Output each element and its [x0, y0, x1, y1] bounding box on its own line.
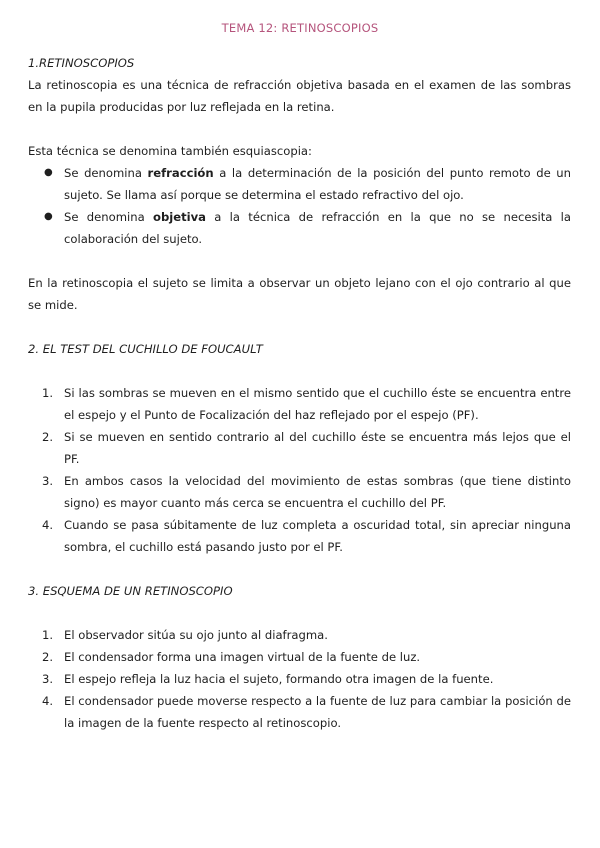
item-text: El observador sitúa su ojo junto al diafragma. — [64, 628, 328, 642]
numbered-item — [28, 382, 571, 426]
document-body — [28, 52, 571, 734]
bullet-text-pre: Se denomina — [64, 166, 148, 180]
bullet-dot: ● — [44, 167, 53, 178]
item-text: En ambos casos la velocidad del movimiento de estas sombras (que tiene distinto signo) es mayor cuanto más cerca se encuentra el cuchillo del PF. — [64, 474, 571, 510]
bullet-text-pre: Se denomina — [64, 210, 153, 224]
bullet-bold-term: refracción — [147, 166, 214, 180]
section-1-title: 1.RETINOSCOPIOS — [28, 56, 135, 70]
section-1-closing: En la retinoscopia el sujeto se limita a observar un objeto lejano con el ojo contrario al que se mide. — [28, 276, 571, 312]
section-2-title: 2. EL TEST DEL CUCHILLO DE FOUCAULT — [28, 342, 263, 356]
item-text: El condensador forma una imagen virtual de la fuente de luz. — [64, 650, 421, 664]
item-text: Si se mueven en sentido contrario al del cuchillo éste se encuentra más lejos que el PF. — [64, 430, 571, 466]
numbered-item — [28, 514, 571, 558]
numbered-item — [28, 668, 571, 690]
section-3-numbered-list — [28, 624, 571, 734]
numbered-item — [28, 470, 571, 514]
numbered-item — [28, 646, 571, 668]
bullet-dot: ● — [44, 211, 53, 222]
bullet-bold-term: objetiva — [152, 210, 206, 224]
item-text: Si las sombras se mueven en el mismo sentido que el cuchillo éste se encuentra entre el espejo y el Punto de Focalización del haz reflejado por el espejo (PF). — [64, 386, 571, 422]
bullet-item — [28, 206, 571, 250]
section-2-numbered-list — [28, 382, 571, 558]
section-1-intro: La retinoscopia es una técnica de refracción objetiva basada en el examen de las sombras en la pupila producidas por luz reflejada en la retina. — [28, 78, 571, 114]
item-number: 3. — [42, 672, 54, 686]
item-number: 1. — [42, 386, 54, 400]
item-number: 1. — [42, 628, 54, 642]
item-number: 2. — [42, 650, 54, 664]
item-number: 2. — [42, 430, 54, 444]
section-3-title: 3. ESQUEMA DE UN RETINOSCOPIO — [28, 584, 233, 598]
item-text: Cuando se pasa súbitamente de luz completa a oscuridad total, sin apreciar ninguna sombra, el cuchillo está pasando justo por el PF. — [64, 518, 571, 554]
section-1-also-called: Esta técnica se denomina también esquiascopia: — [28, 144, 312, 158]
item-number: 3. — [42, 474, 54, 488]
item-text: El espejo refleja la luz hacia el sujeto, formando otra imagen de la fuente. — [64, 672, 494, 686]
item-text: El condensador puede moverse respecto a la fuente de luz para cambiar la posición de la imagen de la fuente respecto al retinoscopio. — [64, 694, 571, 730]
bullet-item — [28, 162, 571, 206]
bullet-text-post: a la determinación de la posición del punto remoto de un sujeto. Se llama así porque se determina el estado refractivo del ojo. — [64, 166, 571, 202]
page-header-title: TEMA 12: RETINOSCOPIOS — [221, 21, 379, 35]
item-number: 4. — [42, 694, 54, 708]
numbered-item — [28, 426, 571, 470]
section-1-bullet-list — [28, 162, 571, 250]
numbered-item — [28, 690, 571, 734]
numbered-item — [28, 624, 571, 646]
bullet-text-post: a la técnica de refracción en la que no se necesita la colaboración del sujeto. — [64, 210, 571, 246]
item-number: 4. — [42, 518, 54, 532]
